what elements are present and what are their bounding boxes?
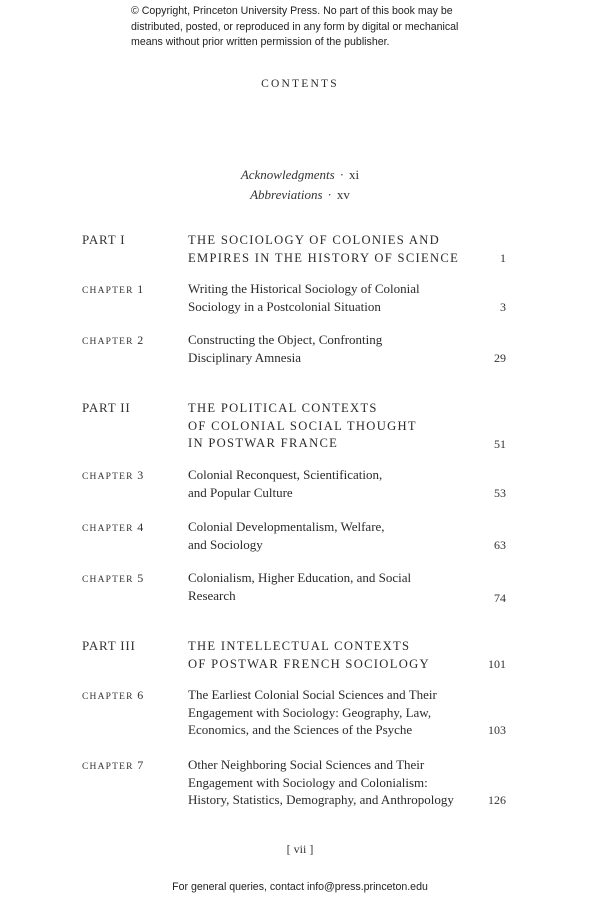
chapter-title <box>188 686 478 739</box>
copyright-line: means without prior written permission of the publisher. <box>131 36 390 48</box>
title-line: THE SOCIOLOGY OF COLONIES AND <box>188 233 441 247</box>
part-label: PART I <box>82 232 126 247</box>
part-title <box>188 638 478 673</box>
chapter-number: 6 <box>137 688 144 702</box>
title-line: EMPIRES IN THE HISTORY OF SCIENCE <box>188 250 460 265</box>
title-line: History, Statistics, Demography, and Anthropology <box>188 792 454 807</box>
title-line: OF COLONIAL SOCIAL THOUGHT <box>188 418 417 433</box>
chapter-word: CHAPTER <box>82 575 134 585</box>
part-title <box>188 400 478 453</box>
chapter-word: CHAPTER <box>82 762 134 772</box>
copyright-line: distributed, posted, or reproduced in any form by digital or mechanical <box>131 20 459 33</box>
front-matter-item-acknowledgments[interactable] <box>0 165 600 185</box>
chapter-title <box>188 756 478 809</box>
title-line: Disciplinary Amnesia <box>188 349 302 365</box>
front-matter-page: xi <box>349 167 360 182</box>
chapter-label <box>82 688 143 703</box>
front-matter-list <box>0 165 600 205</box>
page-ref: 103 <box>488 723 506 737</box>
chapter-label <box>82 758 143 773</box>
title-line: Colonialism, Higher Education, and Social <box>188 570 412 585</box>
chapter-title <box>188 518 478 553</box>
chapter-word: CHAPTER <box>82 692 134 702</box>
page-ref: 3 <box>500 300 506 314</box>
title-line: and Sociology <box>188 536 263 552</box>
title-line: Writing the Historical Sociology of Colonial <box>188 281 420 296</box>
title-line: Research <box>188 587 236 603</box>
chapter-title <box>188 466 478 501</box>
title-line: Colonial Reconquest, Scientification, <box>188 467 383 482</box>
part-label: PART III <box>82 638 136 653</box>
title-line: Colonial Developmentalism, Welfare, <box>188 519 385 534</box>
page-ref: 51 <box>494 437 506 451</box>
page-ref: 63 <box>494 538 506 552</box>
page-ref: 101 <box>488 657 506 671</box>
chapter-number: 2 <box>137 333 144 347</box>
chapter-word: CHAPTER <box>82 286 134 296</box>
front-matter-title: Abbreviations <box>250 187 323 202</box>
copyright-line: © Copyright, Princeton University Press. No part of this book may be <box>131 5 453 17</box>
chapter-number: 3 <box>137 468 144 482</box>
chapter-label <box>82 333 143 348</box>
page-ref: 74 <box>494 591 506 605</box>
title-line: Engagement with Sociology: Geography, Law, <box>188 704 432 720</box>
title-line: IN POSTWAR FRANCE <box>188 436 339 450</box>
part-label: PART II <box>82 400 131 415</box>
chapter-number: 7 <box>137 758 144 772</box>
page-ref: 126 <box>488 793 506 807</box>
page-title: CONTENTS <box>261 78 339 90</box>
title-line: Constructing the Object, Confronting <box>188 332 383 347</box>
footer-contact: For general queries, contact info@press.princeton.edu <box>172 881 428 893</box>
front-matter-page: xv <box>336 187 350 202</box>
page-ref: 29 <box>494 351 506 365</box>
title-line: Engagement with Sociology and Colonialism: <box>188 774 428 790</box>
separator-dot: · <box>339 167 345 182</box>
title-line: and Popular Culture <box>188 484 293 500</box>
chapter-word: CHAPTER <box>82 524 134 534</box>
chapter-title <box>188 331 478 366</box>
chapter-label <box>82 468 143 483</box>
chapter-number: 5 <box>137 571 144 585</box>
title-line: THE POLITICAL CONTEXTS <box>188 401 378 415</box>
front-matter-item-abbreviations[interactable] <box>0 185 600 205</box>
chapter-word: CHAPTER <box>82 472 134 482</box>
chapter-number: 4 <box>137 520 144 534</box>
title-line: The Earliest Colonial Social Sciences and Their <box>188 687 437 702</box>
title-line: Economics, and the Sciences of the Psyche <box>188 722 413 737</box>
title-line: Other Neighboring Social Sciences and Their <box>188 757 425 772</box>
chapter-title <box>188 280 478 315</box>
title-line: Sociology in a Postcolonial Situation <box>188 298 381 314</box>
chapter-label <box>82 282 143 297</box>
chapter-title <box>188 569 478 604</box>
copyright-notice <box>131 4 481 51</box>
front-matter-title: Acknowledgments <box>240 167 335 182</box>
part-title <box>188 232 478 267</box>
chapter-number: 1 <box>137 282 144 296</box>
chapter-label <box>82 571 143 586</box>
page-ref: 1 <box>500 251 506 265</box>
chapter-word: CHAPTER <box>82 337 134 347</box>
page-ref: 53 <box>494 486 506 500</box>
separator-dot: · <box>327 187 332 202</box>
page-number: [ vii ] <box>286 842 314 856</box>
title-line: OF POSTWAR FRENCH SOCIOLOGY <box>188 656 430 671</box>
title-line: THE INTELLECTUAL CONTEXTS <box>188 639 411 653</box>
chapter-label <box>82 520 143 535</box>
